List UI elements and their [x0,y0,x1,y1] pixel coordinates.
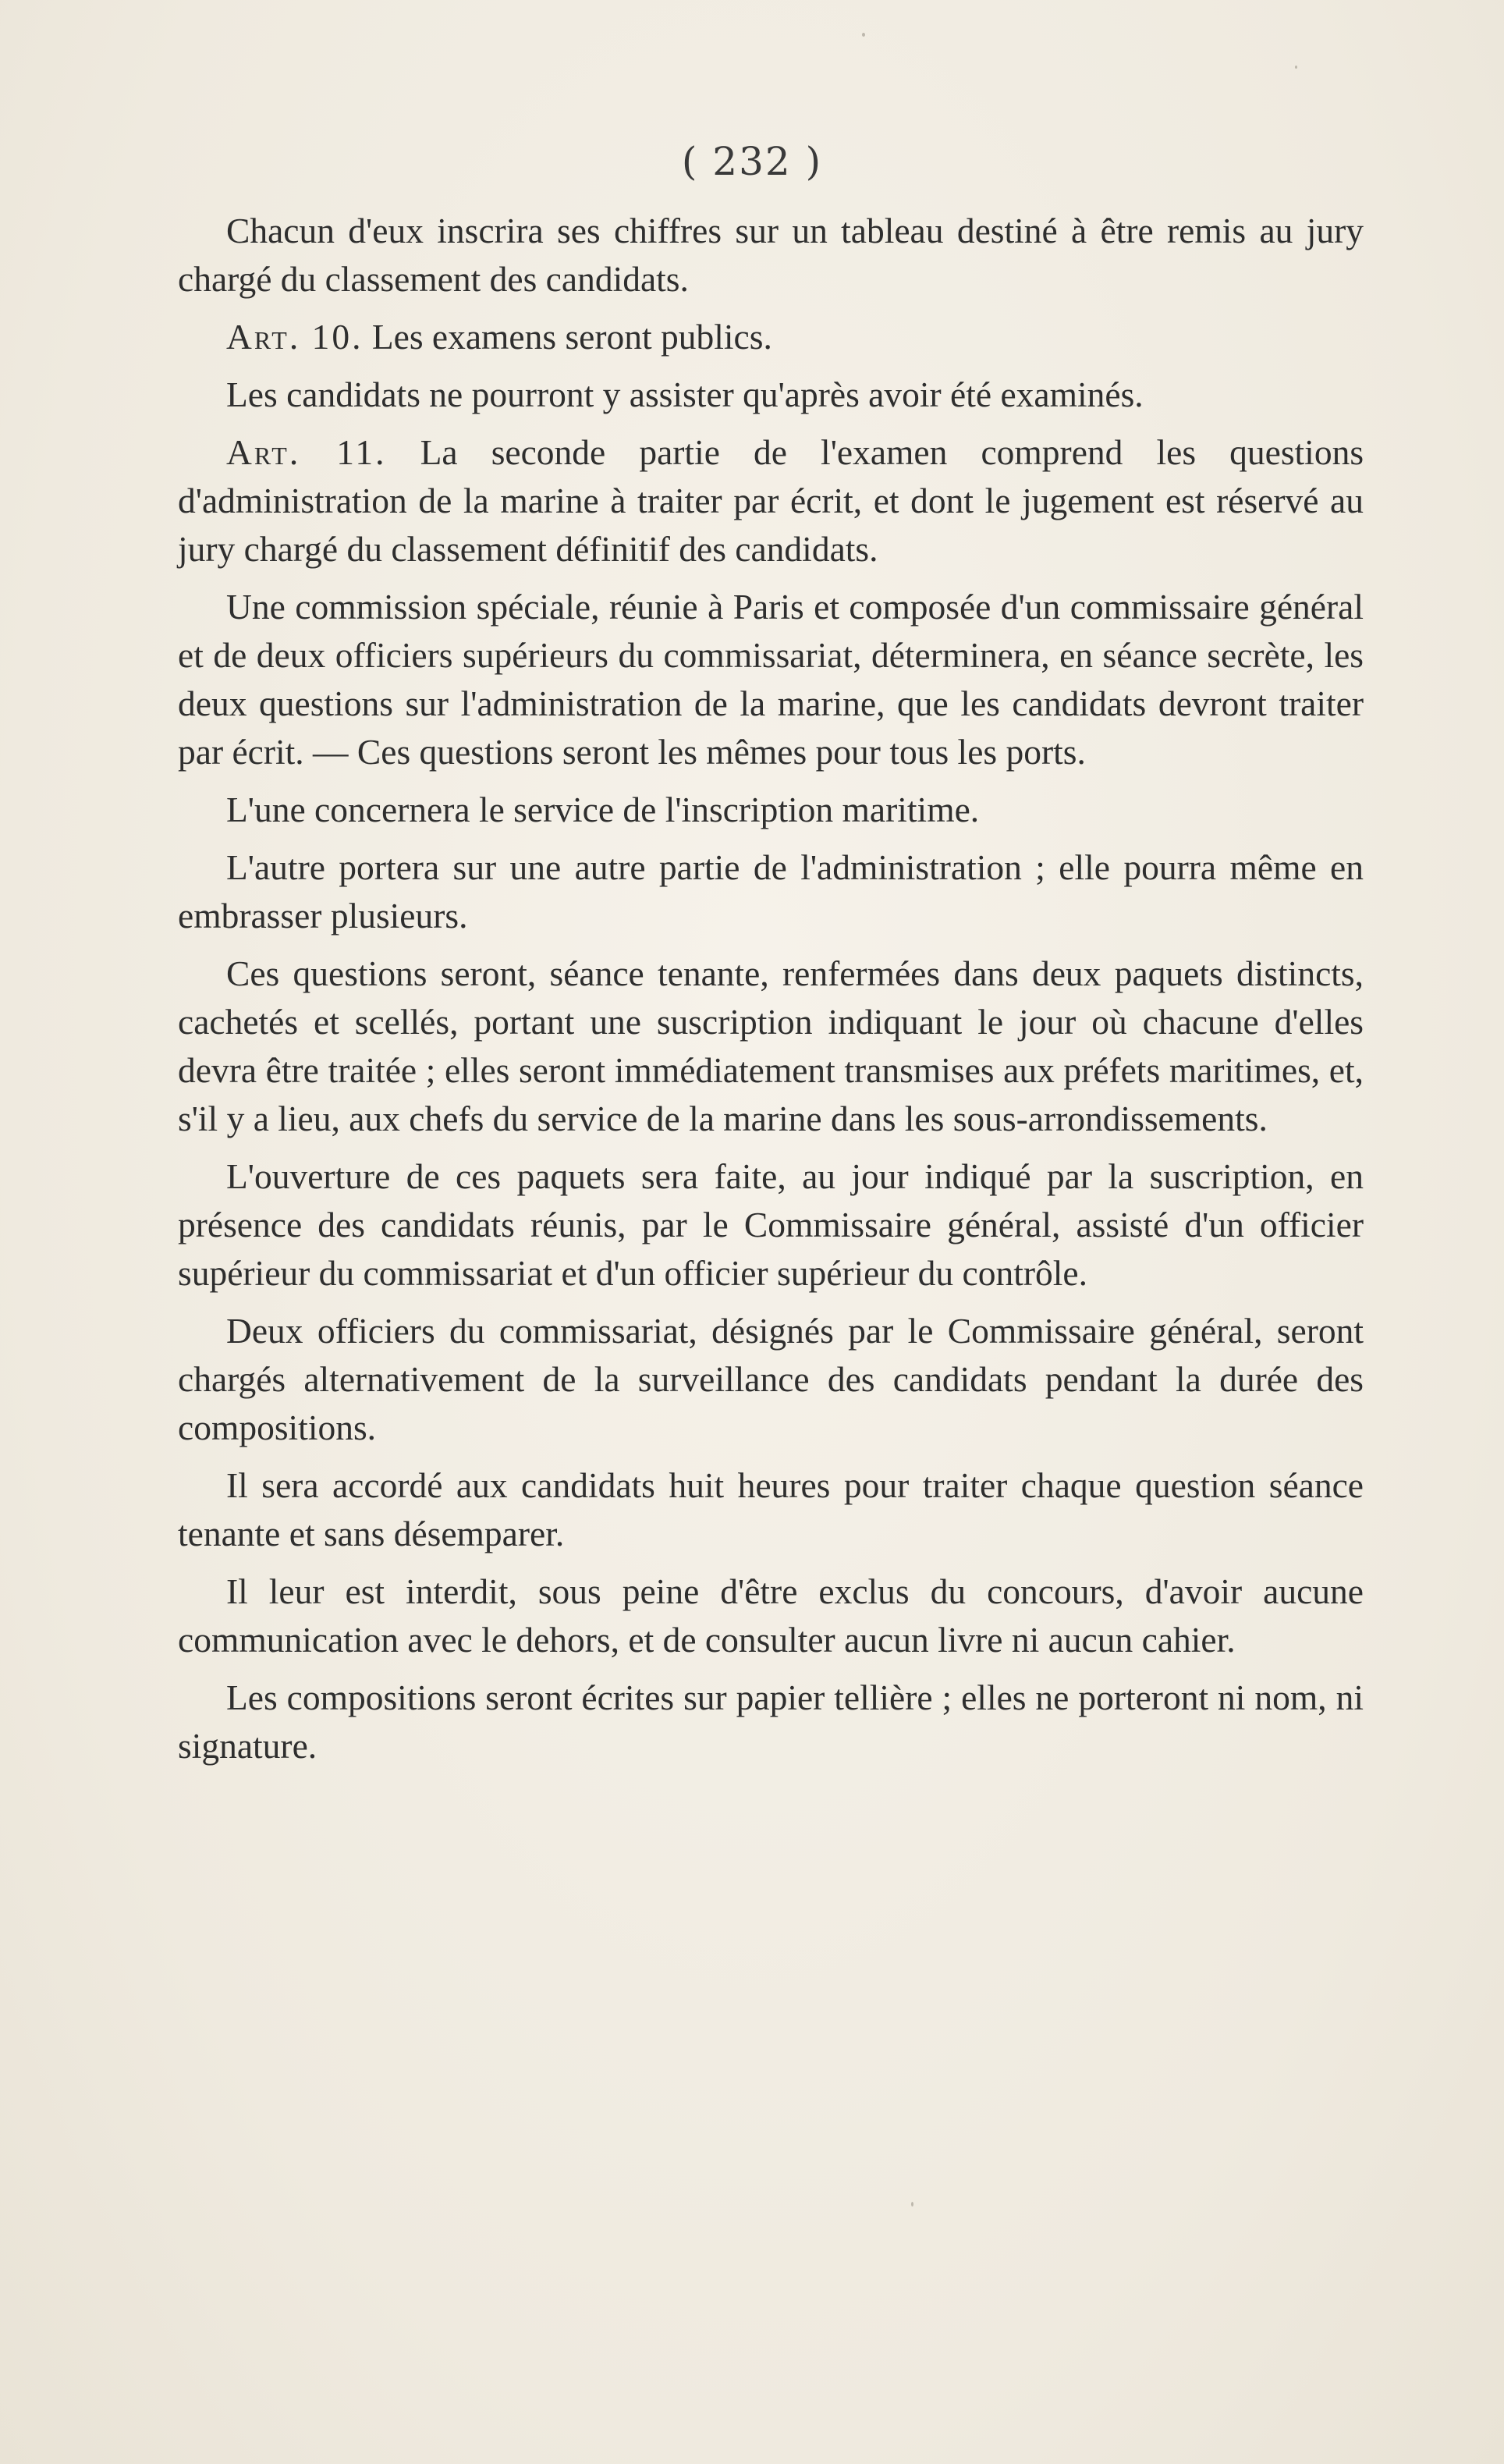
paragraph-text: Chacun d'eux inscrira ses chiffres sur un tableau destiné à être remis au jury chargé du classement des candidats. [178,211,1364,299]
paragraph-text: L'ouverture de ces paquets sera faite, au jour indiqué par la suscription, en présence des candidats réunis, par le Commissaire général, assisté d'un officier supérieur du commissariat et d'un officier supérieur du contrôle. [178,1156,1364,1293]
page-number: ( 232 ) [681,139,823,184]
paragraph-text: Ces questions seront, séance tenante, renfermées dans deux paquets distincts, cachetés et scellés, portant une suscription indiquant le jour où chacune d'elles devra être traitée ; elles seront immédiatement transmises aux préfets maritimes, et, s'il y a lieu, aux chefs du service de la marine dans les sous-arrondissements. [178,953,1364,1138]
page-body [178,207,1364,1780]
paragraph-text: L'une concernera le service de l'inscription maritime. [226,790,980,829]
paragraph-text: Les compositions seront écrites sur papier tellière ; elles ne porteront ni nom, ni signature. [178,1678,1364,1766]
paper-speck [911,2202,913,2207]
paragraph [178,583,1364,776]
paragraph-text: Les examens seront publics. [371,317,772,357]
article-label: Art. 11. [226,432,387,472]
paragraph [178,1568,1364,1664]
paragraph-text: L'autre portera sur une autre partie de l'administration ; elle pourra même en embrasser plusieurs. [178,847,1364,936]
paragraph [178,950,1364,1143]
paragraph [178,1461,1364,1558]
paragraph [178,786,1364,834]
paragraph [178,1152,1364,1298]
paragraph-text: Il sera accordé aux candidats huit heures pour traiter chaque question séance tenante et sans désemparer. [178,1465,1364,1553]
paragraph-text: La seconde partie de l'examen comprend les questions d'administration de la marine à traiter par écrit, et dont le jugement est réservé au jury chargé du classement définitif des candidats. [178,432,1364,569]
paper-speck [1295,66,1297,69]
paragraph [178,843,1364,940]
paragraph-text: Une commission spéciale, réunie à Paris et composée d'un commissaire général et de deux officiers supérieurs du commissariat, déterminera, en séance secrète, les deux questions sur l'administration de la marine, que les candidats devront traiter par écrit. — Ces questions seront les mêmes pour tous les ports. [178,587,1364,772]
paragraph [178,207,1364,304]
article-label: Art. 10. [226,317,364,357]
article-paragraph [178,313,1364,361]
paragraph-text: Les candidats ne pourront y assister qu'après avoir été examinés. [226,375,1144,414]
paragraph-text: Il leur est interdit, sous peine d'être exclus du concours, d'avoir aucune communication avec le dehors, et de consulter aucun livre ni aucun cahier. [178,1571,1364,1660]
paragraph [178,371,1364,419]
paragraph [178,1674,1364,1770]
paper-speck [862,33,865,37]
paragraph-text: Deux officiers du commissariat, désignés par le Commissaire général, seront chargés alternativement de la surveillance des candidats pendant la durée des compositions. [178,1311,1364,1447]
paragraph [178,1307,1364,1452]
article-paragraph [178,428,1364,573]
